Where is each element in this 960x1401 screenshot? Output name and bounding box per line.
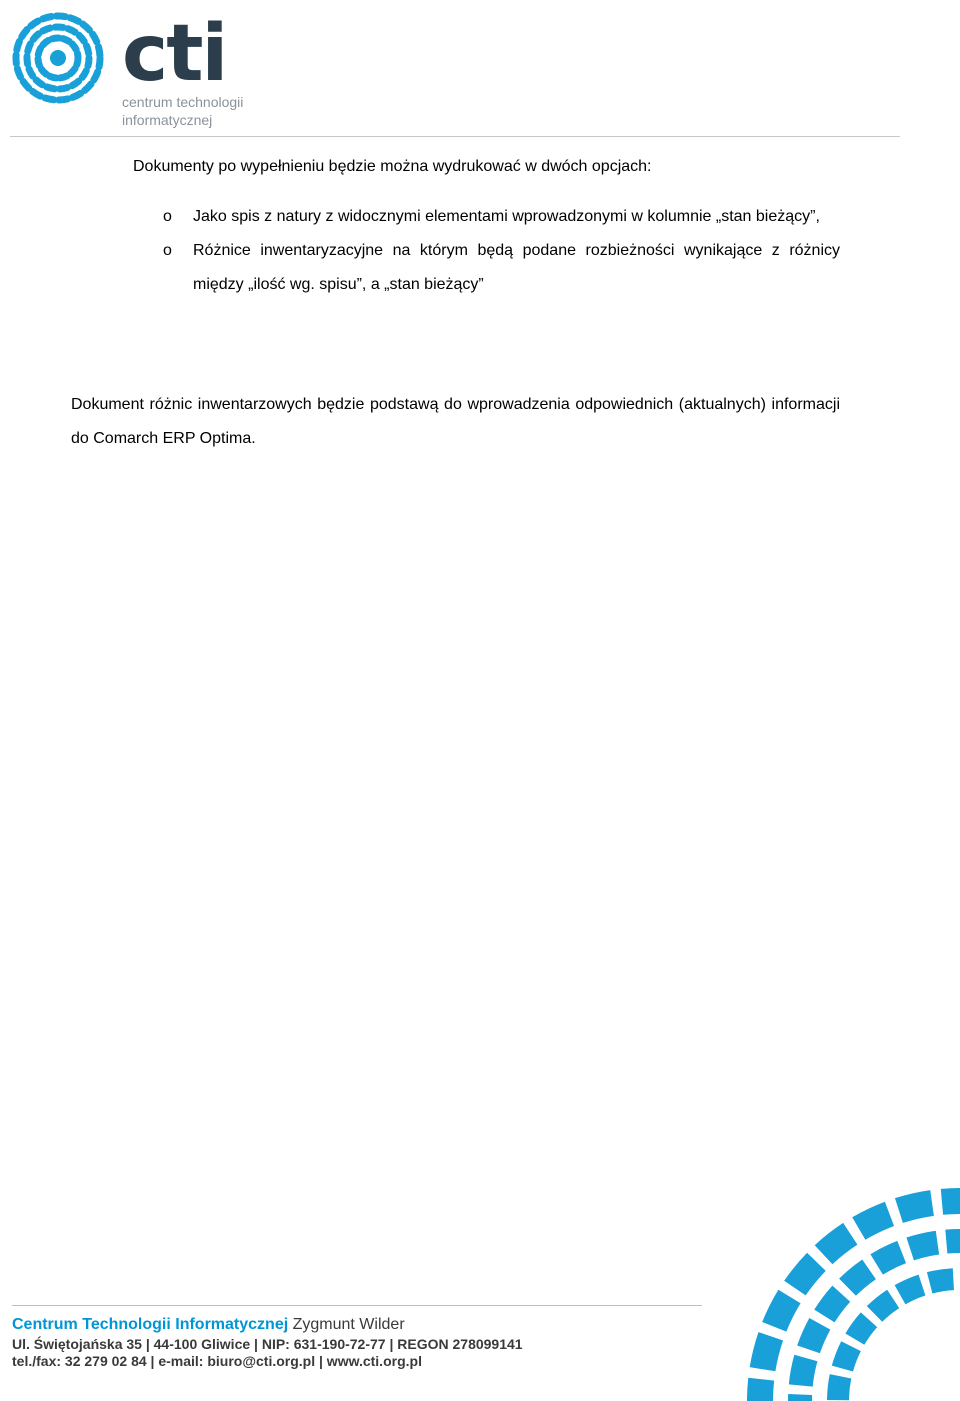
bullet-marker: o — [163, 208, 172, 225]
logo-wordmark: cti — [122, 9, 227, 99]
option-text: Jako spis z natury z widocznymi elementami wprowadzonymi w kolumnie „stan bieżący”, — [193, 208, 820, 225]
footer-address: Ul. Świętojańska 35 | 44-100 Gliwice | NIP: 631-190-72-77 | REGON 278099141 — [12, 1336, 523, 1352]
list-item — [160, 200, 840, 234]
logo-subtitle-line2: informatycznej — [122, 112, 213, 128]
footer-owner: Zygmunt Wilder — [288, 1316, 405, 1333]
bullet-marker: o — [163, 242, 172, 259]
footer-company: Centrum Technologii Informatycznej — [12, 1316, 289, 1333]
logo-subtitle-line1: centrum technologii — [122, 94, 244, 110]
list-item — [160, 234, 840, 302]
cti-logo-mark-icon — [10, 10, 106, 106]
options-list — [160, 200, 840, 302]
footer-divider — [12, 1305, 702, 1306]
footer — [12, 1314, 523, 1370]
decorative-arc-icon — [730, 1170, 960, 1401]
header-divider — [10, 136, 900, 137]
cti-logo — [10, 10, 250, 130]
option-text: Różnice inwentaryzacyjne na którym będą podane rozbieżności wynikające z różnicy między „ilość wg. spisu”, a „stan bieżący” — [193, 242, 840, 293]
footer-contact: tel./fax: 32 279 02 84 | e-mail: biuro@cti.org.pl | www.cti.org.pl — [12, 1353, 422, 1369]
intro-paragraph: Dokumenty po wypełnieniu będzie można wydrukować w dwóch opcjach: — [133, 158, 652, 175]
closing-paragraph: Dokument różnic inwentarzowych będzie podstawą do wprowadzenia odpowiednich (aktualnych) informacji do Comarch ERP Optima. — [71, 396, 840, 447]
